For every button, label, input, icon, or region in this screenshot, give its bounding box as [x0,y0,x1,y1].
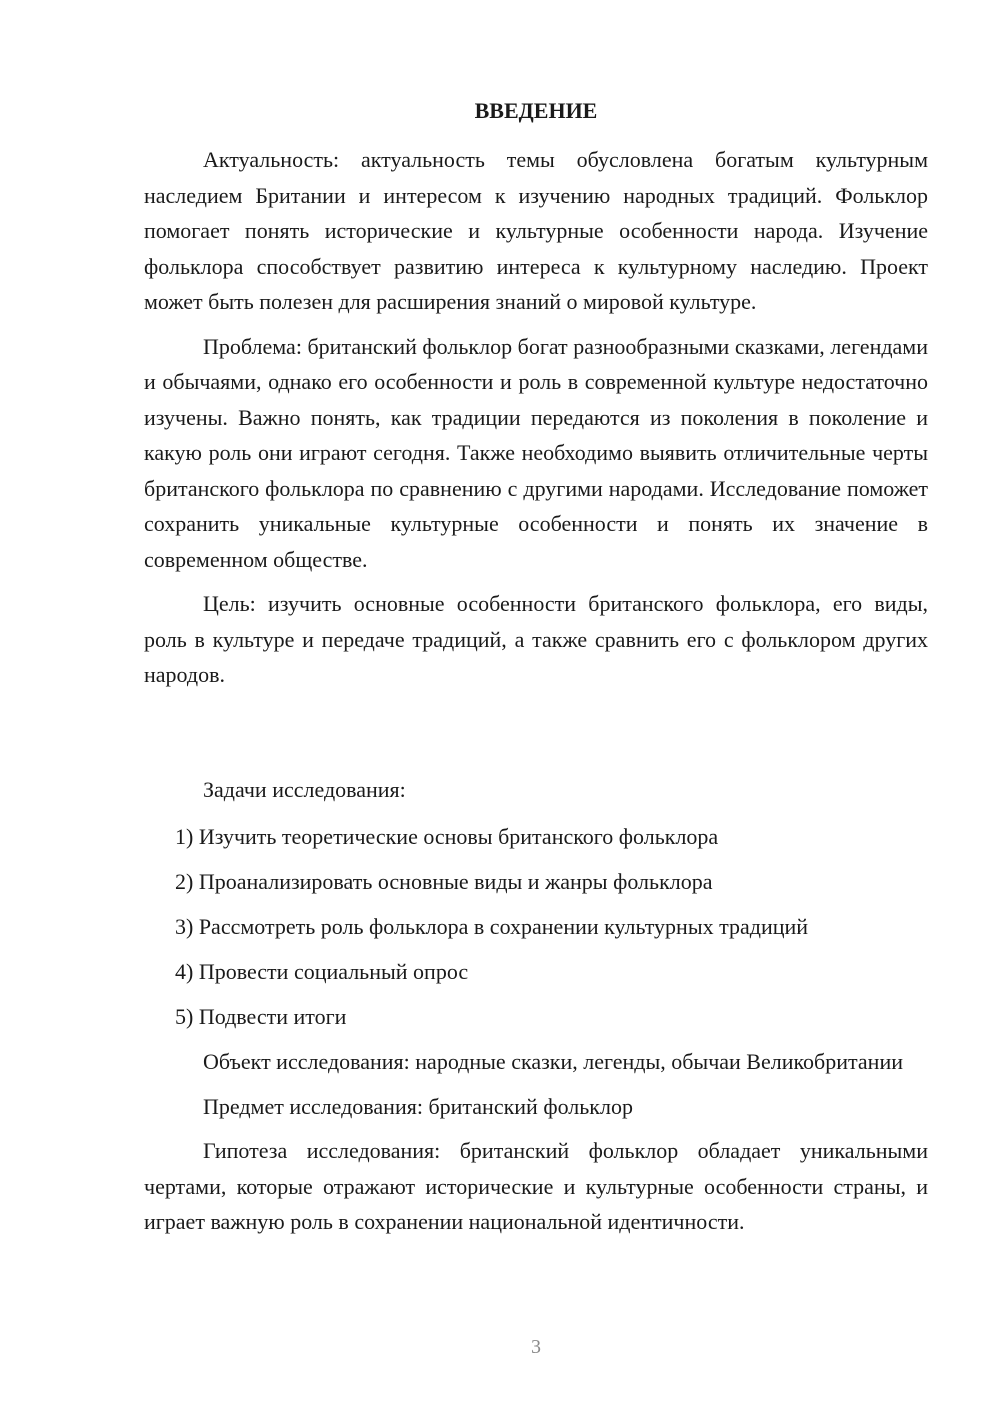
relevance-paragraph: Актуальность: актуальность темы обусловлена богатым культурным наследием Британии и интересом к изучению народных традиций. Фольклор помогает понять исторические и культурные особенности народа. Изучение фольклора способствует развитию интереса к культурному наследию. Проект может быть полезен для расширения знаний о мировой культуре. [144,147,928,314]
object-paragraph: Объект исследования: народные сказки, легенды, обычаи Великобритании [203,1049,903,1074]
page-title: ВВЕДЕНИЕ [474,98,598,123]
list-item: 5) Подвести итоги [175,1004,347,1029]
problem-paragraph: Проблема: британский фольклор богат разнообразными сказками, легендами и обычаями, однако его особенности и роль в современной культуре недостаточно изучены. Важно понять, как традиции передаются из поколения в поколение и какую роль они играют сегодня. Также необходимо выявить отличительные черты британского фольклора по сравнению с другими народами. Исследование поможет сохранить уникальные культурные особенности и понять их значение в современном обществе. [144,333,928,572]
body-top [144,142,928,693]
subject-paragraph: Предмет исследования: британский фольклор [203,1093,633,1119]
page-number: 3 [531,1336,541,1358]
tasks-section [144,772,928,808]
list-item: 4) Провести социальный опрос [175,959,469,984]
goal-paragraph: Цель: изучить основные особенности британского фольклора, его виды, роль в культуре и передаче традиций, а также сравнить его с фольклором других народов. [144,591,928,687]
list-item: 2) Проанализировать основные виды и жанры фольклора [175,869,713,894]
body-bottom [144,1044,928,1240]
hypothesis-paragraph: Гипотеза исследования: британский фольклор обладает уникальными чертами, которые отражают исторические и культурные особенности страны, и играет важную роль в сохранении национальной идентичности. [144,1138,928,1234]
task-list [144,814,928,1039]
list-item: 1) Изучить теоретические основы британского фольклора [175,824,719,849]
list-item: 3) Рассмотреть роль фольклора в сохранении культурных традиций [175,914,809,939]
tasks-heading: Задачи исследования: [203,777,406,802]
